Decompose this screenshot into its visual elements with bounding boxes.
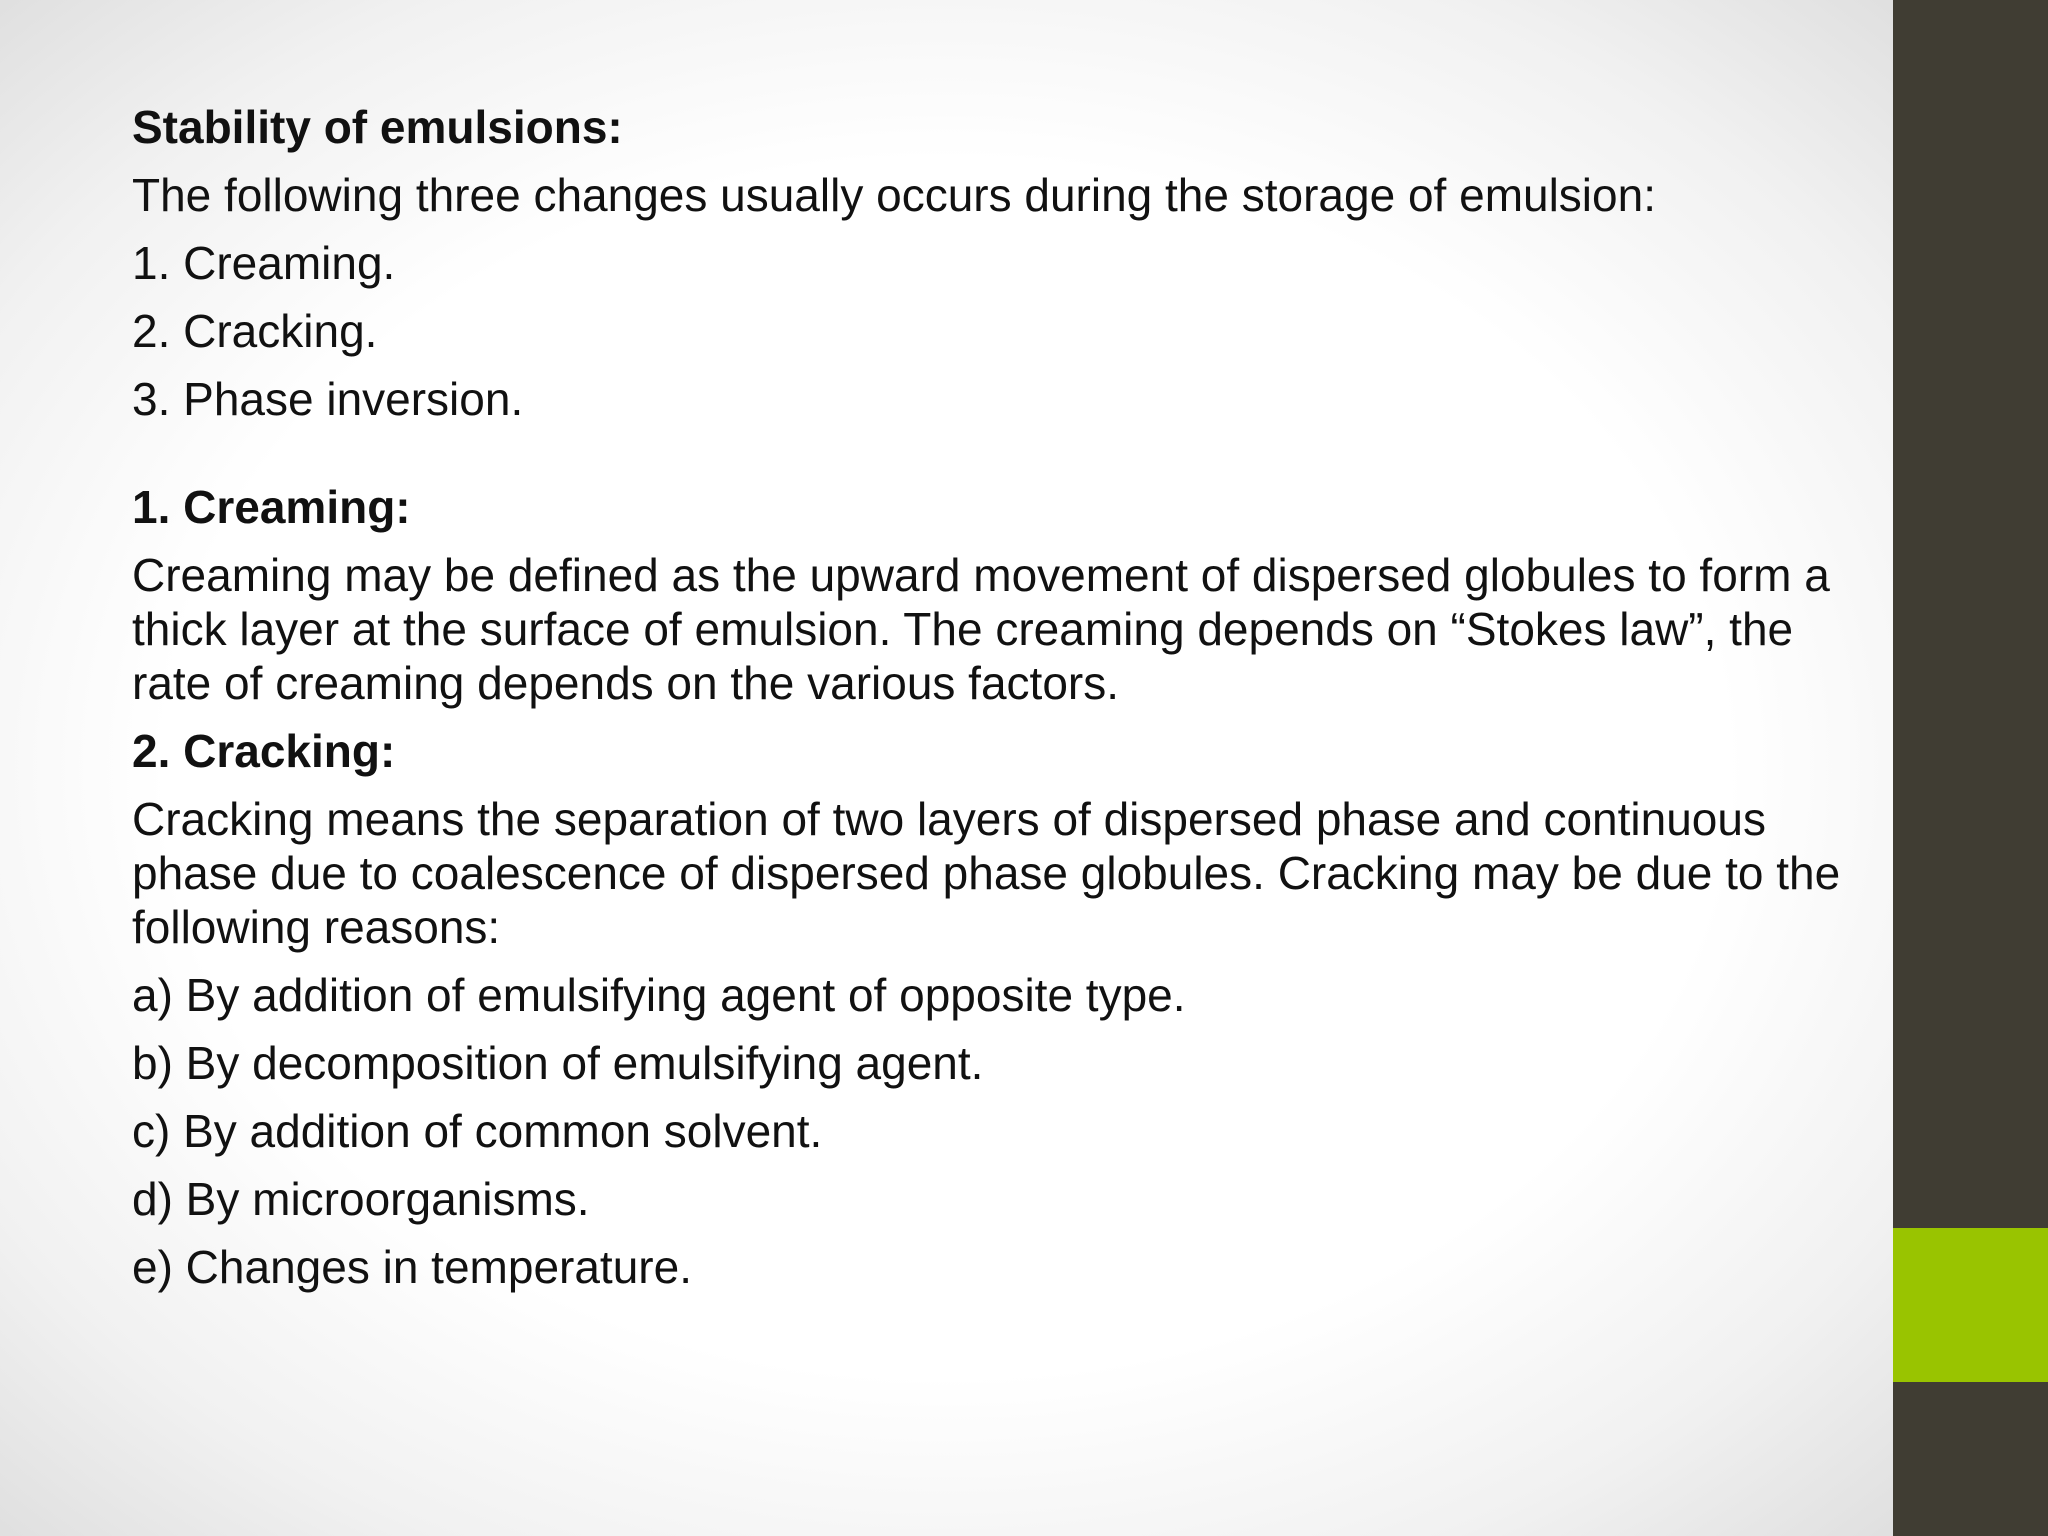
- slide-title: Stability of emulsions:: [132, 101, 623, 153]
- change-item: 2. Cracking.: [132, 305, 378, 357]
- change-item: 3. Phase inversion.: [132, 373, 524, 425]
- cracking-paragraph: Cracking means the separation of two layers of dispersed phase and continuous phase due to coalescence of dispersed phase globules. Cracking may be due to the following reasons:: [132, 793, 1841, 953]
- reason-item: c) By addition of common solvent.: [132, 1105, 823, 1157]
- reason-item: e) Changes in temperature.: [132, 1241, 692, 1293]
- reason-item: a) By addition of emulsifying agent of opposite type.: [132, 969, 1186, 1021]
- slide-content: [132, 100, 1872, 1294]
- cracking-heading: 2. Cracking:: [132, 725, 396, 777]
- creaming-heading: 1. Creaming:: [132, 481, 411, 533]
- intro-paragraph: The following three changes usually occurs during the storage of emulsion:: [132, 169, 1656, 221]
- reason-item: b) By decomposition of emulsifying agent.: [132, 1037, 984, 1089]
- change-item: 1. Creaming.: [132, 237, 396, 289]
- creaming-paragraph: Creaming may be defined as the upward movement of dispersed globules to form a thick layer at the surface of emulsion. The creaming depends on “Stokes law”, the rate of creaming depends on the various factors.: [132, 549, 1830, 709]
- side-accent-block: [1893, 1228, 2048, 1382]
- reason-item: d) By microorganisms.: [132, 1173, 590, 1225]
